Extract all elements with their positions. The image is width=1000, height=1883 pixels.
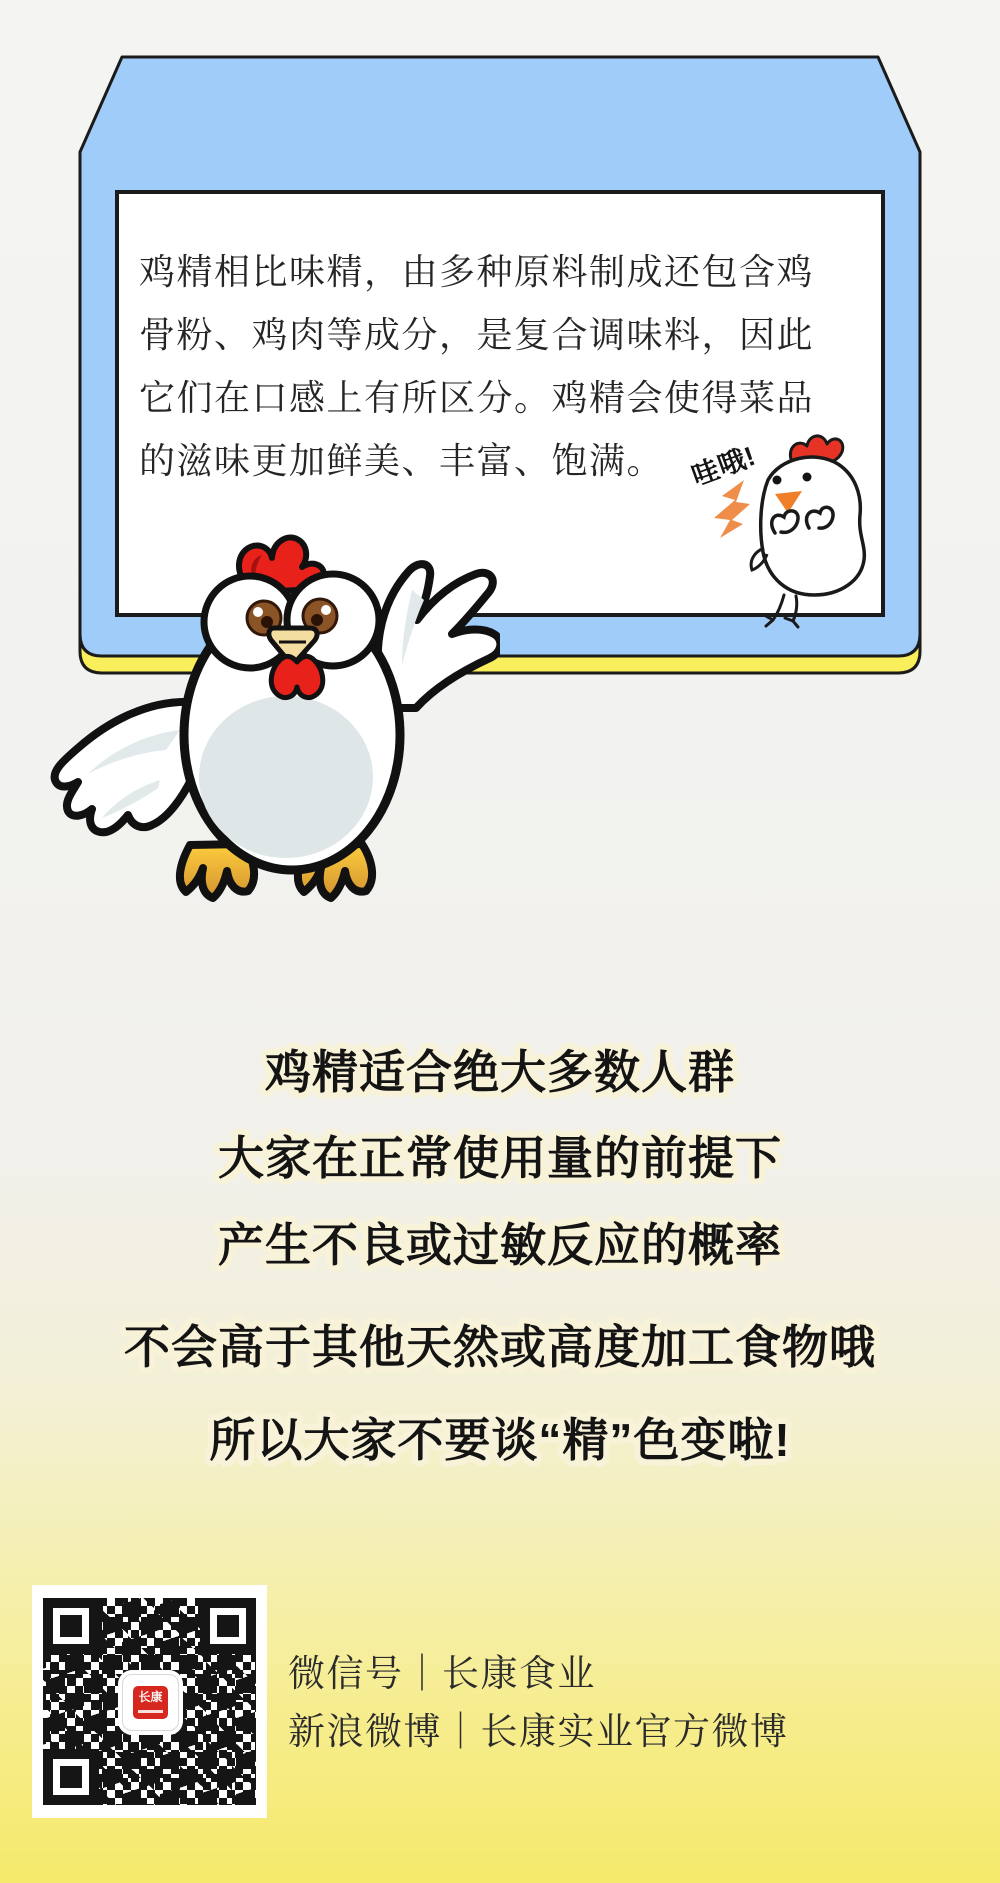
qr-pattern: [43, 1598, 256, 1805]
mascot-highlight-right: [321, 605, 331, 615]
mascot-belly: [199, 696, 373, 858]
qr-finder-top-left: [43, 1598, 99, 1654]
qr-code: [32, 1585, 267, 1818]
doodle-leg-right: [785, 596, 798, 627]
slogan-line-4: 不会高于其他天然或高度加工食物哦: [124, 1321, 876, 1373]
slogan-line-3: 产生不良或过敏反应的概率: [218, 1219, 782, 1271]
spark-icon: [714, 480, 750, 538]
qr-finder-bottom-left: [43, 1749, 99, 1805]
mascot-left-wing: [55, 702, 192, 832]
footer-accounts: [288, 1645, 928, 1761]
doodle-chick-group: [680, 420, 900, 630]
doodle-chick-icon: [680, 420, 900, 630]
qr-logo-brand-text: 长康: [133, 1686, 168, 1719]
footer-weibo-line: 新浪微博｜长康实业官方微博: [288, 1711, 789, 1752]
doodle-eye-right: [803, 473, 812, 482]
mascot-chicken: [40, 530, 500, 910]
mascot-highlight-left: [253, 607, 263, 617]
slogan-line-5: 所以大家不要谈“精”色变啦!: [209, 1414, 791, 1466]
doodle-eye-left: [773, 476, 782, 485]
footer-wechat-line: 微信号｜长康食业: [288, 1653, 596, 1694]
mascot-wattles: [271, 656, 322, 697]
doodle-leg-left: [764, 595, 784, 626]
qr-center-logo: [122, 1674, 179, 1731]
paragraph-line-2: 骨粉、鸡肉等成分，是复合调味料，因此: [139, 314, 815, 355]
paragraph-line-3: 它们在口感上有所区分。鸡精会使得菜品: [139, 377, 815, 418]
paragraph-line-1: 鸡精相比味精，由多种原料制成还包含鸡: [139, 251, 815, 292]
paragraph-line-4: 的滋味更加鲜美、丰富、饱满。: [139, 440, 665, 481]
mascot-pupil-right: [311, 614, 323, 626]
slogan-line-2: 大家在正常使用量的前提下: [218, 1132, 782, 1184]
slogan-line-1: 鸡精适合绝大多数人群: [265, 1046, 735, 1098]
qr-finder-top-right: [200, 1598, 256, 1654]
doodle-exclaim-text: 哇哦!: [687, 440, 760, 492]
